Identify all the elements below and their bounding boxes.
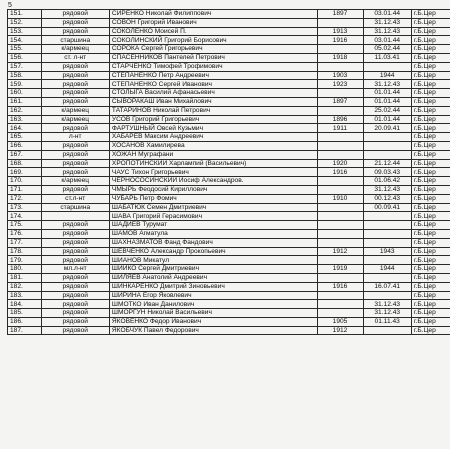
row-number: 152. <box>8 18 42 27</box>
table-row <box>8 45 450 54</box>
burial-place-cell: г.Б.Цер <box>411 97 450 106</box>
row-number: 168. <box>8 159 42 168</box>
burial-place-cell: г.Б.Цер <box>411 317 450 326</box>
death-date-cell: 21.12.44 <box>363 159 411 168</box>
rank-cell: старшина <box>41 203 109 212</box>
birth-year-cell <box>317 106 363 115</box>
death-date-cell: 31.12.43 <box>363 27 411 36</box>
death-date-cell: 1943 <box>363 247 411 256</box>
death-date-cell: 20.09.41 <box>363 124 411 133</box>
death-date-cell: 01.01.44 <box>363 115 411 124</box>
row-number: 160. <box>8 89 42 98</box>
burial-place-cell: г.Б.Цер <box>411 53 450 62</box>
burial-place-cell: г.Б.Цер <box>411 115 450 124</box>
death-date-cell <box>363 256 411 265</box>
name-cell: ШМОРГУН Николай Васильевич <box>109 309 317 318</box>
birth-year-cell: 1913 <box>317 27 363 36</box>
rank-cell: рядовой <box>41 256 109 265</box>
rank-cell: рядовой <box>41 89 109 98</box>
burial-place-cell: г.Б.Цер <box>411 256 450 265</box>
row-number: 176. <box>8 229 42 238</box>
birth-year-cell <box>317 229 363 238</box>
burial-place-cell: г.Б.Цер <box>411 185 450 194</box>
page-number: 5 <box>8 2 12 9</box>
burial-place-cell: г.Б.Цер <box>411 36 450 45</box>
name-cell: ШМОТКО Иван Данилович <box>109 300 317 309</box>
death-date-cell: 11.03.41 <box>363 53 411 62</box>
name-cell: ХОЖАН Муграфани <box>109 150 317 159</box>
burial-place-cell: г.Б.Цер <box>411 124 450 133</box>
name-cell: СТЕПАНЕНКО Сергей Иванович <box>109 80 317 89</box>
name-cell: ШАВА Григорий Герасимович <box>109 212 317 221</box>
row-number: 174. <box>8 212 42 221</box>
row-number: 187. <box>8 326 42 335</box>
rank-cell: рядовой <box>41 97 109 106</box>
name-cell: ШАБАТЮК Семен Дмитриевич <box>109 203 317 212</box>
burial-place-cell: г.Б.Цер <box>411 194 450 203</box>
row-number: 177. <box>8 238 42 247</box>
burial-place-cell: г.Б.Цер <box>411 133 450 142</box>
rank-cell: рядовой <box>41 159 109 168</box>
death-date-cell: 25.02.44 <box>363 106 411 115</box>
rank-cell: рядовой <box>41 247 109 256</box>
table-row <box>8 326 450 335</box>
burial-place-cell: г.Б.Цер <box>411 177 450 186</box>
name-cell: ШАМОВ Агматула <box>109 229 317 238</box>
row-number: 182. <box>8 282 42 291</box>
death-date-cell <box>363 212 411 221</box>
burial-place-cell: г.Б.Цер <box>411 10 450 19</box>
name-cell: СОРОКА Сергей Григорьевич <box>109 45 317 54</box>
row-number: 178. <box>8 247 42 256</box>
burial-place-cell: г.Б.Цер <box>411 326 450 335</box>
death-date-cell: 05.02.44 <box>363 45 411 54</box>
rank-cell <box>41 212 109 221</box>
name-cell: ЯКОВЕНКО Федор Иванович <box>109 317 317 326</box>
name-cell: УСОВ Григорий Григорьевич <box>109 115 317 124</box>
table-row <box>8 229 450 238</box>
birth-year-cell <box>317 203 363 212</box>
burial-place-cell: г.Б.Цер <box>411 291 450 300</box>
burial-place-cell: г.Б.Цер <box>411 18 450 27</box>
table-row <box>8 62 450 71</box>
birth-year-cell: 1916 <box>317 282 363 291</box>
table-row <box>8 247 450 256</box>
burial-place-cell: г.Б.Цер <box>411 71 450 80</box>
birth-year-cell: 1911 <box>317 124 363 133</box>
birth-year-cell <box>317 185 363 194</box>
table-row <box>8 221 450 230</box>
death-date-cell: 03.01.44 <box>363 36 411 45</box>
death-date-cell: 1944 <box>363 265 411 274</box>
burial-place-cell: г.Б.Цер <box>411 106 450 115</box>
row-number: 156. <box>8 53 42 62</box>
death-date-cell: 01.01.44 <box>363 89 411 98</box>
row-number: 169. <box>8 168 42 177</box>
name-cell: ХАБАРЕВ Максим Андреевич <box>109 133 317 142</box>
name-cell: ТАТАРИНОВ Николай Петрович <box>109 106 317 115</box>
table-row <box>8 300 450 309</box>
birth-year-cell <box>317 291 363 300</box>
death-date-cell <box>363 238 411 247</box>
death-date-cell <box>363 133 411 142</box>
birth-year-cell: 1912 <box>317 247 363 256</box>
row-number: 158. <box>8 71 42 80</box>
death-date-cell <box>363 273 411 282</box>
table-row <box>8 212 450 221</box>
birth-year-cell: 1896 <box>317 115 363 124</box>
burial-place-cell: г.Б.Цер <box>411 159 450 168</box>
death-date-cell: 31.12.43 <box>363 309 411 318</box>
burial-place-cell: г.Б.Цер <box>411 45 450 54</box>
burial-place-cell: г.Б.Цер <box>411 150 450 159</box>
birth-year-cell <box>317 141 363 150</box>
burial-registry-table <box>7 9 450 335</box>
table-row <box>8 36 450 45</box>
birth-year-cell: 1920 <box>317 159 363 168</box>
name-cell: ЧУБАРЬ Петр Фомич <box>109 194 317 203</box>
rank-cell: л-нт <box>41 133 109 142</box>
rank-cell: ст. л-нт <box>41 53 109 62</box>
row-number: 167. <box>8 150 42 159</box>
death-date-cell: 16.07.41 <box>363 282 411 291</box>
table-row <box>8 309 450 318</box>
birth-year-cell: 1916 <box>317 36 363 45</box>
rank-cell: рядовой <box>41 326 109 335</box>
table-row <box>8 194 450 203</box>
rank-cell: мл.л-нт <box>41 265 109 274</box>
burial-place-cell: г.Б.Цер <box>411 300 450 309</box>
rank-cell: к/армеец <box>41 115 109 124</box>
rank-cell: рядовой <box>41 317 109 326</box>
rank-cell: рядовой <box>41 168 109 177</box>
table-row <box>8 265 450 274</box>
death-date-cell <box>363 326 411 335</box>
birth-year-cell <box>317 133 363 142</box>
row-number: 186. <box>8 317 42 326</box>
row-number: 181. <box>8 273 42 282</box>
birth-year-cell: 1916 <box>317 168 363 177</box>
table-row <box>8 141 450 150</box>
burial-place-cell: г.Б.Цер <box>411 273 450 282</box>
table-row <box>8 159 450 168</box>
table-row <box>8 133 450 142</box>
table-row <box>8 282 450 291</box>
table-row <box>8 106 450 115</box>
name-cell: ШАДИЕВ Турумат <box>109 221 317 230</box>
name-cell: ЧАУС Тихон Григорьевич <box>109 168 317 177</box>
row-number: 185. <box>8 309 42 318</box>
death-date-cell: 31.12.43 <box>363 185 411 194</box>
rank-cell: рядовой <box>41 71 109 80</box>
burial-place-cell: г.Б.Цер <box>411 80 450 89</box>
row-number: 155. <box>8 45 42 54</box>
name-cell: ШАХНАЗМАТОВ Фанд Фандович <box>109 238 317 247</box>
burial-place-cell: г.Б.Цер <box>411 203 450 212</box>
name-cell: ШИЛЯЕВ Анатолий Андреевич <box>109 273 317 282</box>
death-date-cell: 01.01.44 <box>363 97 411 106</box>
death-date-cell: 00.12.43 <box>363 194 411 203</box>
name-cell: СОКОЛИНСКИЙ Григорий Борисович <box>109 36 317 45</box>
name-cell: СТЕПАНЕНКО Петр Андреевич <box>109 71 317 80</box>
table-row <box>8 168 450 177</box>
row-number: 183. <box>8 291 42 300</box>
row-number: 172. <box>8 194 42 203</box>
name-cell: ХРОПОТИНСКИЙ Харлампий (Васильевич) <box>109 159 317 168</box>
row-number: 179. <box>8 256 42 265</box>
burial-place-cell: г.Б.Цер <box>411 212 450 221</box>
row-number: 154. <box>8 36 42 45</box>
row-number: 153. <box>8 27 42 36</box>
birth-year-cell <box>317 238 363 247</box>
birth-year-cell <box>317 212 363 221</box>
row-number: 180. <box>8 265 42 274</box>
birth-year-cell: 1903 <box>317 71 363 80</box>
rank-cell: рядовой <box>41 309 109 318</box>
death-date-cell: 09.03.43 <box>363 168 411 177</box>
name-cell: ШИНКАРЕНКО Дмитрий Зиновьевич <box>109 282 317 291</box>
rank-cell: рядовой <box>41 27 109 36</box>
rank-cell: к/армеец <box>41 45 109 54</box>
birth-year-cell <box>317 256 363 265</box>
rank-cell: к/армеец <box>41 106 109 115</box>
birth-year-cell <box>317 62 363 71</box>
birth-year-cell <box>317 309 363 318</box>
table-row <box>8 238 450 247</box>
rank-cell: рядовой <box>41 291 109 300</box>
rank-cell: рядовой <box>41 150 109 159</box>
birth-year-cell <box>317 45 363 54</box>
burial-place-cell: г.Б.Цер <box>411 141 450 150</box>
row-number: 166. <box>8 141 42 150</box>
rank-cell: рядовой <box>41 273 109 282</box>
row-number: 162. <box>8 106 42 115</box>
birth-year-cell: 1919 <box>317 265 363 274</box>
table-row <box>8 27 450 36</box>
row-number: 161. <box>8 97 42 106</box>
table-row <box>8 71 450 80</box>
birth-year-cell: 1905 <box>317 317 363 326</box>
death-date-cell: 00.09.41 <box>363 203 411 212</box>
name-cell: ХОСАНОВ Хамилирева <box>109 141 317 150</box>
table-row <box>8 185 450 194</box>
table-row <box>8 317 450 326</box>
rank-cell: рядовой <box>41 229 109 238</box>
table-row <box>8 124 450 133</box>
table-row <box>8 53 450 62</box>
name-cell: ЧЕРНОСОСИНСКИЙ Иосиф Александров. <box>109 177 317 186</box>
rank-cell: к/армеец <box>41 177 109 186</box>
row-number: 173. <box>8 203 42 212</box>
row-number: 170. <box>8 177 42 186</box>
burial-place-cell: г.Б.Цер <box>411 62 450 71</box>
birth-year-cell: 1918 <box>317 53 363 62</box>
row-number: 159. <box>8 80 42 89</box>
death-date-cell <box>363 229 411 238</box>
burial-place-cell: г.Б.Цер <box>411 221 450 230</box>
table-row <box>8 150 450 159</box>
birth-year-cell <box>317 89 363 98</box>
birth-year-cell: 1897 <box>317 97 363 106</box>
birth-year-cell <box>317 150 363 159</box>
birth-year-cell <box>317 18 363 27</box>
birth-year-cell <box>317 300 363 309</box>
birth-year-cell: 1912 <box>317 326 363 335</box>
burial-place-cell: г.Б.Цер <box>411 265 450 274</box>
name-cell: СПАСЕННИКОВ Пантелей Петрович <box>109 53 317 62</box>
rank-cell: рядовой <box>41 300 109 309</box>
row-number: 165. <box>8 133 42 142</box>
table-row <box>8 97 450 106</box>
name-cell: СОВОН Григорий Иванович <box>109 18 317 27</box>
death-date-cell <box>363 221 411 230</box>
name-cell: СЫВОРАКАШ Иван Михайлович <box>109 97 317 106</box>
birth-year-cell: 1897 <box>317 10 363 19</box>
name-cell: ШЕВЧЕНКО Александр Прокопьевич <box>109 247 317 256</box>
table-row <box>8 273 450 282</box>
birth-year-cell <box>317 177 363 186</box>
row-number: 163. <box>8 115 42 124</box>
birth-year-cell: 1923 <box>317 80 363 89</box>
rank-cell: ст.л-нт <box>41 194 109 203</box>
rank-cell: старшина <box>41 36 109 45</box>
row-number: 184. <box>8 300 42 309</box>
name-cell: СОКОЛЕНКО Моисей П. <box>109 27 317 36</box>
death-date-cell <box>363 62 411 71</box>
burial-place-cell: г.Б.Цер <box>411 229 450 238</box>
death-date-cell <box>363 291 411 300</box>
row-number: 157. <box>8 62 42 71</box>
death-date-cell: 31.12.43 <box>363 80 411 89</box>
death-date-cell: 03.01.44 <box>363 10 411 19</box>
death-date-cell: 31.12.43 <box>363 18 411 27</box>
rank-cell: рядовой <box>41 124 109 133</box>
table-row <box>8 10 450 19</box>
name-cell: ЯКОБЧУК Павел Федорович <box>109 326 317 335</box>
table-row <box>8 203 450 212</box>
death-date-cell <box>363 150 411 159</box>
name-cell: ЧМЫРЬ Феодосий Кириллович <box>109 185 317 194</box>
table-row <box>8 89 450 98</box>
death-date-cell: 01.06.42 <box>363 177 411 186</box>
row-number: 175. <box>8 221 42 230</box>
rank-cell: рядовой <box>41 80 109 89</box>
burial-place-cell: г.Б.Цер <box>411 282 450 291</box>
row-number: 151. <box>8 10 42 19</box>
name-cell: ШИЙКО Сергей Дмитриевич <box>109 265 317 274</box>
name-cell: ШИАНОВ Микатул <box>109 256 317 265</box>
rank-cell: рядовой <box>41 62 109 71</box>
death-date-cell: 01.11.43 <box>363 317 411 326</box>
burial-place-cell: г.Б.Цер <box>411 27 450 36</box>
table-row <box>8 256 450 265</box>
row-number: 171. <box>8 185 42 194</box>
birth-year-cell <box>317 221 363 230</box>
table-row <box>8 177 450 186</box>
name-cell: ШИРИНА Егор Яковлевич <box>109 291 317 300</box>
burial-place-cell: г.Б.Цер <box>411 247 450 256</box>
rank-cell: рядовой <box>41 141 109 150</box>
rank-cell: рядовой <box>41 282 109 291</box>
name-cell: СТОЛЫГА Василий Афанасьевич <box>109 89 317 98</box>
table-row <box>8 80 450 89</box>
burial-place-cell: г.Б.Цер <box>411 168 450 177</box>
rank-cell: рядовой <box>41 10 109 19</box>
table-row <box>8 291 450 300</box>
death-date-cell: 1944 <box>363 71 411 80</box>
burial-place-cell: г.Б.Цер <box>411 238 450 247</box>
rank-cell: рядовой <box>41 18 109 27</box>
birth-year-cell: 1910 <box>317 194 363 203</box>
name-cell: ФАРТУШНЫЙ Овсей Кузьмич <box>109 124 317 133</box>
death-date-cell <box>363 141 411 150</box>
burial-place-cell: г.Б.Цер <box>411 309 450 318</box>
rank-cell: рядовой <box>41 185 109 194</box>
death-date-cell: 31.12.43 <box>363 300 411 309</box>
burial-place-cell: г.Б.Цер <box>411 89 450 98</box>
row-number: 164. <box>8 124 42 133</box>
name-cell: СТАРЧЕНКО Тимофей Трофимович <box>109 62 317 71</box>
rank-cell: рядовой <box>41 238 109 247</box>
table-row <box>8 18 450 27</box>
registry-body <box>8 10 450 335</box>
rank-cell: рядовой <box>41 221 109 230</box>
name-cell: СИРЕНКО Николай Филиппович <box>109 10 317 19</box>
table-row <box>8 115 450 124</box>
birth-year-cell <box>317 273 363 282</box>
